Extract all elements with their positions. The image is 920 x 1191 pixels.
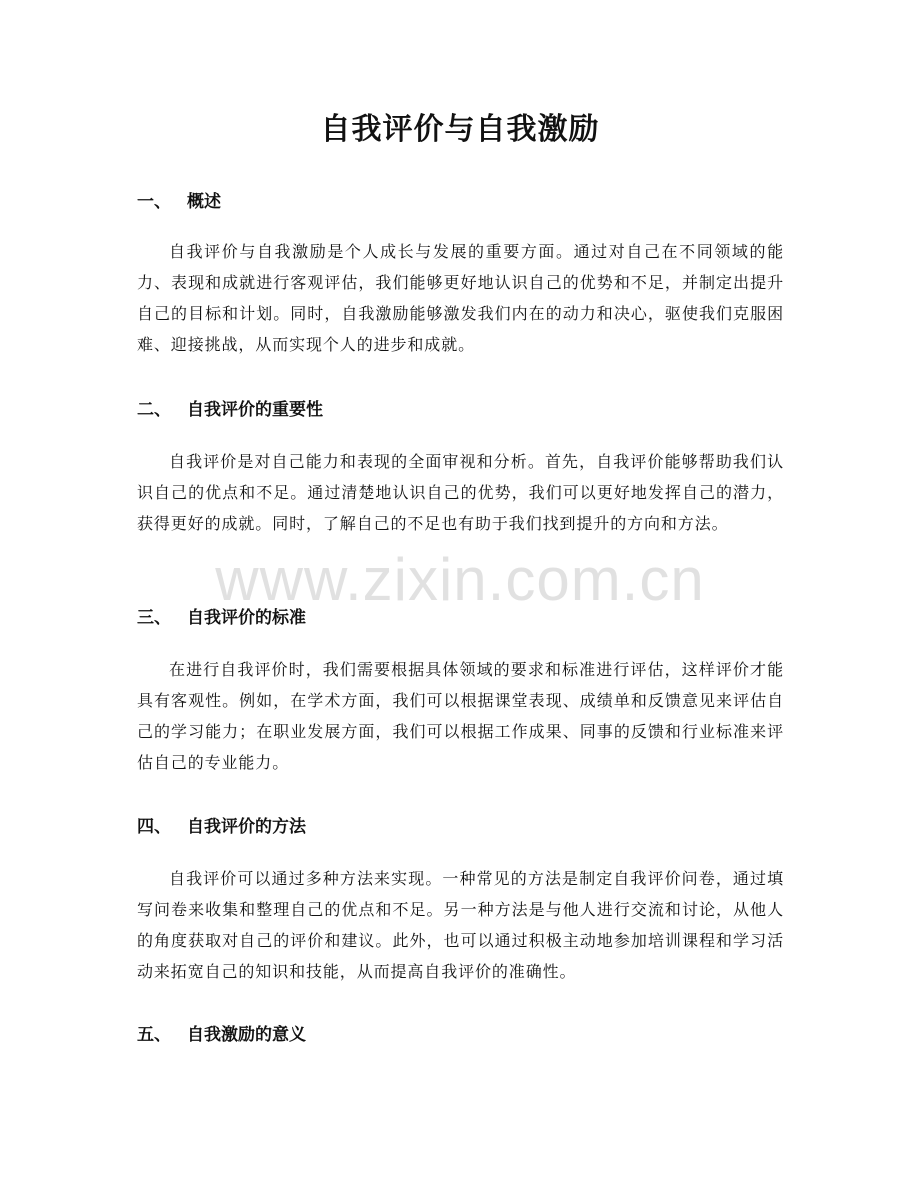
section-heading-2 xyxy=(137,398,323,422)
section-number: 三、 xyxy=(137,608,171,628)
watermark-text: www.zixin.com.cn xyxy=(215,546,705,613)
section-paragraph-4: 自我评价可以通过多种方法来实现。一种常见的方法是制定自我评价问卷，通过填写问卷来收集和整理自己的优点和不足。另一种方法是与他人进行交流和讨论，从他人的角度获取对自己的评价和建议。此外，也可以通过积极主动地参加培训课程和学习活动来拓宽自己的知识和技能，从而提高自我评价的准确性。 xyxy=(137,869,784,981)
section-number: 二、 xyxy=(137,400,171,420)
section-number: 一、 xyxy=(137,192,171,212)
section-number: 五、 xyxy=(137,1025,171,1045)
section-title: 自我评价的重要性 xyxy=(187,400,323,420)
section-title: 自我评价的方法 xyxy=(187,817,306,837)
section-paragraph-2: 自我评价是对自己能力和表现的全面审视和分析。首先，自我评价能够帮助我们认识自己的优点和不足。通过清楚地认识自己的优势，我们可以更好地发挥自己的潜力，获得更好的成就。同时，了解自己的不足也有助于我们找到提升的方向和方法。 xyxy=(137,452,784,533)
section-title: 自我激励的意义 xyxy=(187,1025,306,1045)
section-paragraph-3: 在进行自我评价时，我们需要根据具体领域的要求和标准进行评估，这样评价才能具有客观性。例如，在学术方面，我们可以根据课堂表现、成绩单和反馈意见来评估自己的学习能力；在职业发展方面，我们可以根据工作成果、同事的反馈和行业标准来评估自己的专业能力。 xyxy=(137,660,784,772)
section-title: 概述 xyxy=(187,192,221,212)
section-heading-1 xyxy=(137,190,221,214)
section-heading-5 xyxy=(137,1023,306,1047)
section-number: 四、 xyxy=(137,817,171,837)
section-title: 自我评价的标准 xyxy=(187,608,306,628)
page-title: 自我评价与自我激励 xyxy=(320,112,600,147)
section-heading-3 xyxy=(137,606,306,630)
section-heading-4 xyxy=(137,815,306,839)
section-paragraph-1: 自我评价与自我激励是个人成长与发展的重要方面。通过对自己在不同领域的能力、表现和成就进行客观评估，我们能够更好地认识自己的优势和不足，并制定出提升自己的目标和计划。同时，自我激励能够激发我们内在的动力和决心，驱使我们克服困难、迎接挑战，从而实现个人的进步和成就。 xyxy=(137,242,784,354)
